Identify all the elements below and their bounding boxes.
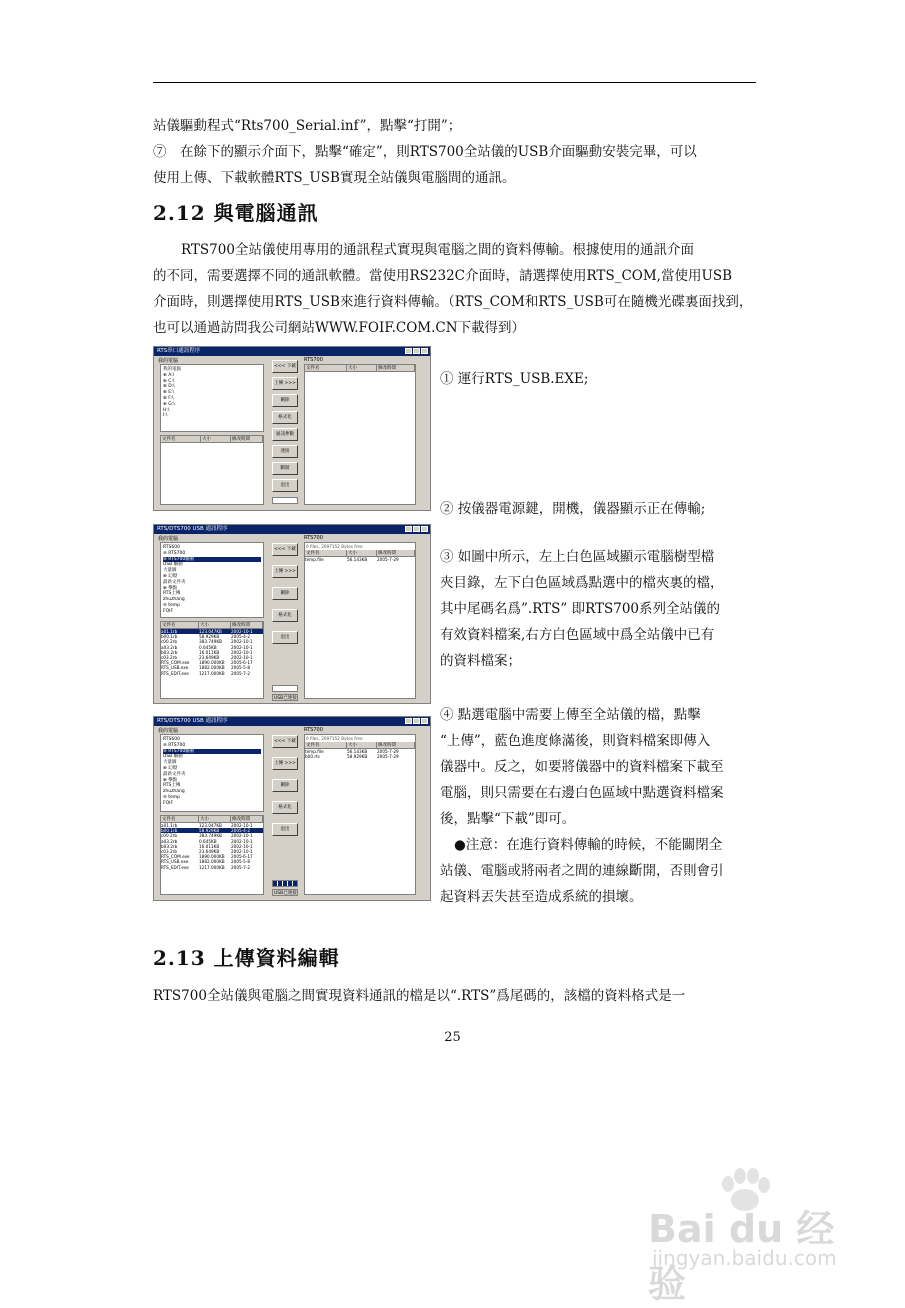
file-date: 2005-7-2: [231, 864, 251, 870]
minimize-icon: [405, 526, 412, 532]
progress-bar: [272, 880, 298, 887]
device-label: RTS700: [304, 727, 323, 733]
download-button[interactable]: <<< 下載: [272, 735, 298, 748]
file-date: 2002-10-1: [231, 843, 253, 849]
tree-root: 我的電腦: [163, 367, 181, 372]
device-file-list-header: [305, 742, 415, 749]
window-titlebar: [154, 717, 430, 726]
file-size: 23.649KB: [199, 849, 220, 855]
col-name: 文件名: [305, 742, 347, 748]
file-date: 2002-10-1: [231, 629, 253, 634]
file-size: 1217.000KB: [199, 670, 225, 676]
maximize-icon: [413, 526, 420, 532]
connect-button[interactable]: 連接: [272, 445, 298, 458]
step-3-line-4: 有效資料檔案,右方白色區域中爲全站儀中已有: [440, 627, 715, 643]
download-button[interactable]: <<< 下載: [272, 543, 298, 556]
file-name: b03.2rb: [161, 649, 178, 655]
minimize-icon: [405, 348, 412, 354]
progress-bar: [272, 685, 298, 692]
device-file-list-header: [305, 365, 415, 372]
exit-button[interactable]: 退出: [272, 631, 298, 644]
delete-button[interactable]: 刪除: [272, 587, 298, 600]
file-name: RTS_COM.exe: [161, 854, 190, 860]
tree-item: RTS600: [163, 737, 180, 742]
intro-line-1: 站儀驅動程式“Rts700_Serial.inf”，點擊“打開”；: [153, 118, 462, 134]
upload-button[interactable]: 上傳 >>>: [272, 565, 298, 578]
file-name: a01.1rb: [161, 823, 178, 828]
delete-button[interactable]: 刪除: [272, 394, 298, 407]
col-size: 大小: [199, 622, 231, 628]
file-name: b00.rts: [305, 754, 320, 760]
file-date: 2002-10-1: [231, 649, 253, 655]
step-4-line-5: 後，點擊“下載”即可。: [440, 811, 576, 827]
file-name: c00.2rb: [161, 833, 178, 839]
tree-item: 大量圖: [163, 568, 177, 574]
tree-item: 最新文件夾: [163, 579, 186, 585]
screenshot-rts-usb-2: [153, 716, 431, 901]
file-size: 383.749KB: [199, 639, 222, 645]
file-list-header: [161, 436, 263, 443]
tree-item: RTS600: [163, 545, 180, 550]
file-size: 1217.000KB: [199, 864, 225, 870]
step-2: ② 按儀器電源鍵，開機，儀器顯示正在傳輸;: [440, 501, 706, 517]
device-file-list: [304, 734, 416, 895]
my-computer-label: 我的電腦: [158, 358, 179, 364]
download-button[interactable]: <<< 下載: [272, 360, 298, 373]
col-modified: 修改時間: [377, 742, 415, 748]
file-list-header: [161, 622, 263, 629]
file-size: 0.645KB: [199, 644, 217, 650]
tree-item-selected: ⊖ RTS700驅動: [163, 557, 261, 563]
note-line-3: 起資料丟失甚至造成系統的損壞。: [440, 889, 643, 905]
file-size: 383.749KB: [199, 833, 222, 839]
progress-bar: [272, 497, 298, 504]
file-name: RTS_EDIT.exe: [161, 864, 189, 870]
device-file-row[interactable]: [305, 557, 415, 562]
file-date: 2005-6-17: [231, 854, 253, 860]
file-name: RTS_EDIT.exe: [161, 670, 189, 676]
section-heading-2-12: 2.12 與電腦通訊: [153, 201, 319, 225]
screenshot-rts-usb-1: [153, 524, 431, 704]
device-file-list: [304, 542, 416, 699]
upload-button[interactable]: 上傳 >>>: [272, 377, 298, 390]
file-name: b03.2rb: [161, 843, 178, 849]
file-size: 58.929KB: [199, 828, 220, 834]
tree-item: FOIF: [163, 608, 174, 614]
device-file-row[interactable]: [305, 754, 415, 759]
file-name: c00.2rb: [161, 639, 178, 645]
tree-item: 最新文件夾: [163, 771, 186, 777]
file-size: 1882.000KB: [199, 859, 225, 865]
tree-item: USB 驅動: [163, 754, 183, 760]
section-2-12-para-3: 介面時，則選擇使用RTS_USB來進行資料傳輸。（RTS_COM和RTS_USB可在隨機光碟裏面找到，: [153, 294, 753, 310]
col-name: 文件名: [305, 365, 347, 371]
device-label: RTS700: [304, 357, 323, 363]
tree-item: ⊕ C:\: [163, 378, 175, 384]
file-size: 1890.000KB: [199, 660, 225, 666]
step-3-line-2: 夾目錄，左下白色區域爲點選中的檔夾裏的檔，: [440, 575, 724, 591]
device-capacity: 0 files, 2097152 Bytes free: [306, 544, 363, 549]
tree-item: ⊕ 樂點: [163, 777, 178, 783]
file-size: 123.047KB: [199, 823, 222, 828]
tree-item: ⊖ RTS700: [163, 742, 186, 748]
section-2-12-para-1: RTS700全站儀使用專用的通訊程式實現與電腦之間的資料傳輸。根據使用的通訊介面: [181, 242, 694, 258]
tree-item: ⊕ 幻燈: [163, 765, 178, 771]
file-size: 1882.000KB: [199, 665, 225, 671]
file-size: 1890.000KB: [199, 854, 225, 860]
col-size: 大小: [347, 365, 377, 371]
file-date: 2005-4-2: [231, 634, 251, 640]
file-name: RTS_USB.exe: [161, 859, 189, 865]
disconnect-button[interactable]: 斷開: [272, 462, 298, 475]
window-titlebar: [154, 347, 430, 356]
format-button[interactable]: 格式化: [272, 411, 298, 424]
file-list: [160, 815, 264, 895]
step-4-line-1: ④ 點選電腦中需要上傳至全站儀的檔，點擊: [440, 707, 701, 723]
tree-item: ⊕ A:\: [163, 372, 175, 378]
file-date: 2005-5-8: [231, 665, 251, 671]
delete-button[interactable]: 刪除: [272, 779, 298, 792]
file-date: 2005-5-8: [231, 859, 251, 865]
file-name: b00.1rb: [161, 634, 178, 640]
col-modified: 修改時間: [231, 816, 263, 822]
progress-fill: [273, 881, 297, 886]
file-list: [160, 435, 264, 505]
close-icon: [421, 526, 428, 532]
file-date: 2005-6-17: [231, 660, 253, 666]
file-name: a01.1rb: [161, 629, 178, 634]
file-size: 123.047KB: [199, 629, 222, 634]
close-icon: [421, 348, 428, 354]
file-name: b00.1rb: [161, 828, 178, 834]
file-date: 2005-7-29: [377, 557, 399, 562]
status-text: USB已連接: [274, 696, 297, 701]
file-date: 2002-10-1: [231, 833, 253, 839]
tree-item: ⊕ F:\: [163, 395, 174, 401]
tree-item: zhuzhang: [163, 789, 185, 795]
tree-item: ⊕ 幻燈: [163, 573, 178, 579]
tree-item: ⊖ RTS700: [163, 550, 186, 556]
note-line-2: 站儀、電腦或將兩者之間的連線斷開，否則會引: [440, 863, 724, 879]
intro-line-3: 使用上傳、下載軟體RTS_USB實現全站儀與電腦間的通訊。: [153, 170, 516, 186]
maximize-icon: [413, 718, 420, 724]
file-date: 2002-10-1: [231, 655, 253, 661]
file-name: a03.2rb: [161, 644, 178, 650]
step-4-line-3: 儀器中。反之，如要將儀器中的資料檔案下載至: [440, 759, 724, 775]
section-2-13-para-1: RTS700全站儀與電腦之間實現資料通訊的檔是以“.RTS”爲尾碼的，該檔的資料格式是一: [153, 988, 686, 1004]
watermark-url: jingyan.baidu.com: [652, 1246, 837, 1270]
folder-tree: [160, 542, 264, 618]
window-titlebar: [154, 525, 430, 534]
upload-button[interactable]: 上傳 >>>: [272, 757, 298, 770]
tree-item: ⊕ E:\: [163, 390, 175, 396]
section-heading-2-13: 2.13 上傳資料編輯: [153, 946, 340, 970]
file-name: RTS_USB.exe: [161, 665, 189, 671]
file-name: temp.file: [305, 749, 324, 754]
tree-item: USB 驅動: [163, 562, 183, 568]
tree-item: I:\: [163, 413, 168, 419]
col-size: 大小: [347, 550, 377, 556]
file-size: 56.143KB: [347, 749, 368, 754]
tree-item: 大量圖: [163, 760, 177, 766]
device-file-list-header: [305, 550, 415, 557]
format-button[interactable]: 格式化: [272, 609, 298, 622]
tree-item: ⊕ G:\: [163, 401, 175, 407]
col-size: 大小: [201, 436, 231, 442]
tree-item: ⊖ temp: [163, 602, 180, 608]
file-size: 16.011KB: [199, 843, 220, 849]
minimize-icon: [405, 718, 412, 724]
screenshot-rts-serial: [153, 346, 431, 511]
status-text: USB已連接: [274, 891, 297, 896]
tree-item: ⊕ 樂點: [163, 585, 178, 591]
file-size: 16.011KB: [199, 649, 220, 655]
tree-item: ⊕ D:\: [163, 384, 175, 390]
file-list: [160, 621, 264, 699]
section-2-12-para-2: 的不同，需要選擇不同的通訊軟體。當使用RS232C介面時，請選擇使用RTS_COM,當使用USB: [153, 268, 732, 284]
intro-line-2: ⑦ 在餘下的顯示介面下，點擊“確定”，則RTS700全站儀的USB介面驅動安裝完畢，可以: [153, 144, 697, 160]
device-capacity: 0 files, 2097152 Bytes free: [306, 736, 363, 741]
format-button[interactable]: 格式化: [272, 801, 298, 814]
file-date: 2005-7-29: [377, 749, 399, 754]
file-date: 2005-7-29: [377, 754, 399, 760]
file-date: 2002-10-1: [231, 849, 253, 855]
col-modified: 修改時間: [377, 365, 415, 371]
file-date: 2005-7-2: [231, 670, 251, 676]
header-rule: [153, 82, 756, 83]
step-3-line-3: 其中尾碼名爲”.RTS” 即RTS700系列全站儀的: [440, 601, 721, 617]
note-line-1: ●注意：在進行資料傳輸的時候，不能關閉全: [454, 837, 723, 853]
tree-item: H:\: [163, 407, 170, 413]
file-list-header: [161, 816, 263, 823]
col-name: 文件名: [305, 550, 347, 556]
step-3-line-1: ③ 如圖中所示，左上白色區域顯示電腦樹型檔: [440, 549, 715, 565]
file-size: 58.929KB: [347, 754, 368, 760]
step-4-line-4: 電腦，則只需要在右邊白色區域中點選資料檔案: [440, 785, 724, 801]
my-computer-label: 我的電腦: [158, 728, 179, 734]
maximize-icon: [413, 348, 420, 354]
tree-item: zhuzhang: [163, 597, 185, 603]
file-date: 2005-4-2: [231, 828, 251, 834]
file-size: 23.649KB: [199, 655, 220, 661]
watermark-logo: Bai du 经验: [648, 1207, 835, 1306]
file-name: RTS_COM.exe: [161, 660, 190, 666]
col-name: 文件名: [161, 436, 201, 442]
step-4-line-2: “上傳”，藍色進度條滿後，則資料檔案即傳入: [440, 733, 711, 749]
exit-button[interactable]: 退出: [272, 823, 298, 836]
col-modified: 修改時間: [231, 622, 263, 628]
file-size: 58.929KB: [199, 634, 220, 640]
col-modified: 修改時間: [377, 550, 415, 556]
window-title: RTS/DTS700 USB 通訊程序: [157, 526, 228, 532]
col-size: 大小: [347, 742, 377, 748]
step-1: ① 運行RTS_USB.EXE;: [440, 371, 589, 387]
file-row[interactable]: [161, 865, 263, 870]
file-name: a03.2rb: [161, 838, 178, 844]
file-size: 0.645KB: [199, 838, 217, 844]
col-name: 文件名: [161, 816, 199, 822]
tree-item: ⊖ temp: [163, 794, 180, 800]
file-date: 2002-10-1: [231, 823, 253, 828]
step-3-line-5: 的資料檔案；: [440, 653, 521, 669]
col-size: 大小: [199, 816, 231, 822]
window-title: RTS串口通訊程序: [157, 348, 201, 354]
file-size: 56.143KB: [347, 557, 368, 562]
col-name: 文件名: [161, 622, 199, 628]
comm-params-button[interactable]: 通訊參數: [272, 428, 298, 441]
window-title: RTS/DTS700 USB 通訊程序: [157, 718, 228, 724]
tree-item-selected: ⊖ RTS700驅動: [163, 749, 261, 755]
device-label: RTS700: [304, 535, 323, 541]
file-name: c03.2rb: [161, 655, 178, 661]
page-number: 25: [444, 1030, 461, 1045]
tree-item: RTS上傳: [163, 783, 181, 789]
file-date: 2002-10-1: [231, 639, 253, 645]
section-2-12-para-4: 也可以通過訪問我公司網站WWW.FOIF.COM.CN下載得到）: [153, 320, 526, 336]
tree-item: RTS上傳: [163, 591, 181, 597]
baidu-watermark: [648, 1180, 858, 1306]
folder-tree: [160, 734, 264, 812]
my-computer-label: 我的電腦: [158, 536, 179, 542]
col-modified: 修改時間: [231, 436, 263, 442]
device-file-list: [304, 364, 416, 505]
file-date: 2002-10-1: [231, 838, 253, 844]
file-name: temp.file: [305, 557, 324, 562]
folder-tree: [160, 364, 264, 432]
close-icon: [421, 718, 428, 724]
exit-button[interactable]: 退出: [272, 479, 298, 492]
file-name: c03.2rb: [161, 849, 178, 855]
tree-item: FOIF: [163, 800, 174, 806]
file-row[interactable]: [161, 671, 263, 676]
file-date: 2002-10-1: [231, 644, 253, 650]
